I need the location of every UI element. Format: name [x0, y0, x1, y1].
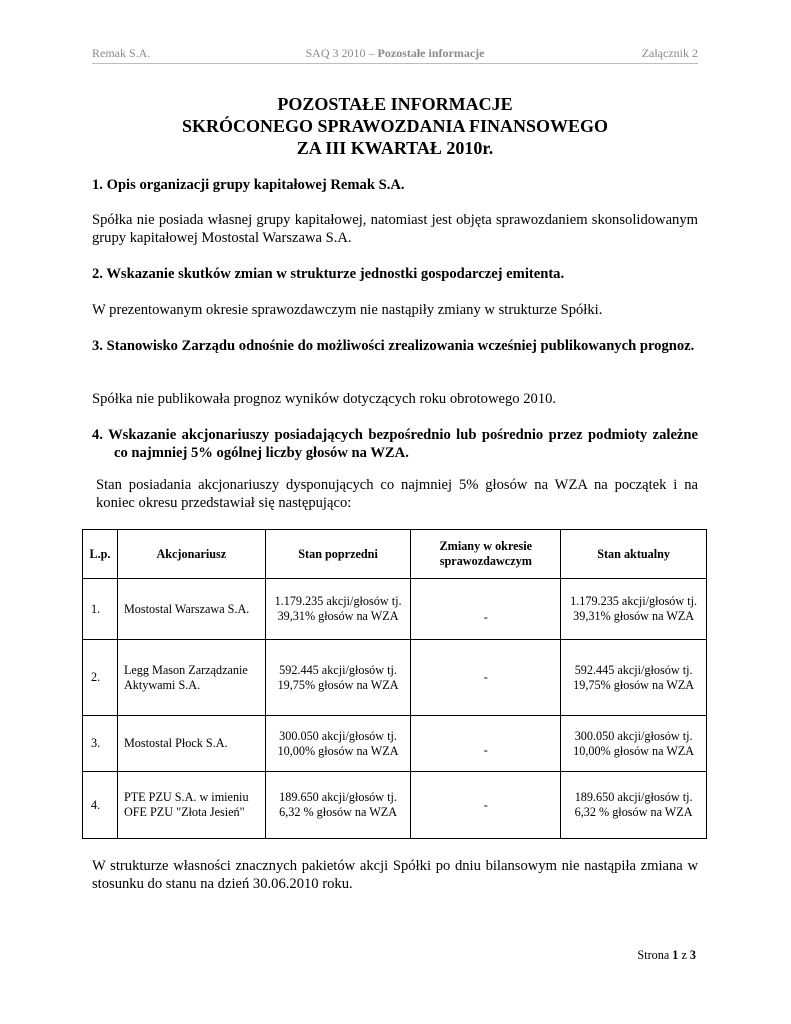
- cell-shareholder: Mostostal Płock S.A.: [117, 716, 265, 772]
- page-separator: z: [678, 948, 690, 962]
- section-1-heading: 1. Opis organizacji grupy kapitałowej Remak S.A.: [92, 177, 405, 193]
- header-shareholder: Akcjonariusz: [117, 530, 265, 579]
- cell-current-state: 592.445 akcji/głosów tj. 19,75% głosów na WZA: [561, 640, 707, 716]
- cell-lp: 4.: [83, 772, 118, 839]
- header-attachment: Załącznik 2: [641, 46, 698, 60]
- header-doc-code: SAQ 3 2010 –: [305, 46, 378, 60]
- cell-changes: -: [411, 640, 561, 716]
- cell-changes: -: [411, 716, 561, 772]
- cell-changes: -: [411, 579, 561, 640]
- table-row: [83, 772, 707, 839]
- closing-text: W strukturze własności znacznych pakietów akcji Spółki po dniu bilansowym nie nastąpiła zmiana w stosunku do stanu na dzień 30.06.2010 roku.: [92, 858, 698, 892]
- table-row: [83, 716, 707, 772]
- cell-current-state: 300.050 akcji/głosów tj. 10,00% głosów na WZA: [561, 716, 707, 772]
- title-line-2: SKRÓCONEGO SPRAWOZDANIA FINANSOWEGO: [181, 116, 609, 136]
- cell-current-state: 1.179.235 akcji/głosów tj. 39,31% głosów na WZA: [561, 579, 707, 640]
- header-previous-state: Stan poprzedni: [265, 530, 411, 579]
- section-2-text: W prezentowanym okresie sprawozdawczym nie nastąpiły zmiany w strukturze Spółki.: [92, 302, 603, 318]
- section-1-text: Spółka nie posiada własnej grupy kapitałowej, natomiast jest objęta sprawozdaniem skonsolidowanym grupy kapitałowej Mostostal Warszawa S.A.: [92, 212, 698, 246]
- cell-previous-state: 1.179.235 akcji/głosów tj. 39,31% głosów na WZA: [265, 579, 411, 640]
- title-line-3: ZA III KWARTAŁ 2010r.: [296, 138, 494, 158]
- header-company: Remak S.A.: [92, 46, 151, 60]
- header-changes: Zmiany w okresie sprawozdawczym: [411, 530, 561, 579]
- cell-previous-state: 592.445 akcji/głosów tj. 19,75% głosów na WZA: [265, 640, 411, 716]
- cell-changes: -: [411, 772, 561, 839]
- table-header-row: [83, 530, 707, 579]
- cell-current-state: 189.650 akcji/głosów tj. 6,32 % głosów na WZA: [561, 772, 707, 839]
- cell-previous-state: 300.050 akcji/głosów tj. 10,00% głosów na WZA: [265, 716, 411, 772]
- section-3-heading: 3. Stanowisko Zarządu odnośnie do możliwości zrealizowania wcześniej publikowanych prognoz.: [92, 338, 695, 354]
- page-number: [637, 948, 696, 963]
- section-3-text: Spółka nie publikowała prognoz wyników dotyczących roku obrotowego 2010.: [92, 391, 557, 407]
- header-document-title: [92, 46, 698, 61]
- shareholders-table: [82, 529, 707, 839]
- cell-previous-state: 189.650 akcji/głosów tj. 6,32 % głosów na WZA: [265, 772, 411, 839]
- cell-shareholder: Legg Mason Zarządzanie Aktywami S.A.: [117, 640, 265, 716]
- section-4-heading: 4. Wskazanie akcjonariuszy posiadających bezpośrednio lub pośrednio przez podmioty zależne co najmniej 5% ogólnej liczby głosów na WZA.: [92, 427, 698, 461]
- cell-shareholder: PTE PZU S.A. w imieniu OFE PZU "Złota Jesień": [117, 772, 265, 839]
- page-prefix: Strona: [637, 948, 673, 962]
- cell-lp: 2.: [83, 640, 118, 716]
- cell-lp: 3.: [83, 716, 118, 772]
- cell-lp: 1.: [83, 579, 118, 640]
- cell-shareholder: Mostostal Warszawa S.A.: [117, 579, 265, 640]
- document-title: [92, 93, 698, 159]
- table-row: [83, 640, 707, 716]
- title-line-1: POZOSTAŁE INFORMACJE: [277, 94, 513, 114]
- section-4-text: Stan posiadania akcjonariuszy dysponujących co najmniej 5% głosów na WZA na początek i na koniec okresu przedstawiał się następująco:: [96, 477, 698, 511]
- header-current-state: Stan aktualny: [561, 530, 707, 579]
- page-current: 1: [672, 948, 679, 962]
- header-doc-section: Pozostałe informacje: [377, 46, 485, 60]
- table-row: [83, 579, 707, 640]
- section-2-heading: 2. Wskazanie skutków zmian w strukturze jednostki gospodarczej emitenta.: [92, 266, 565, 282]
- page-total: 3: [689, 948, 696, 962]
- page-header: [92, 44, 698, 64]
- header-lp: L.p.: [83, 530, 118, 579]
